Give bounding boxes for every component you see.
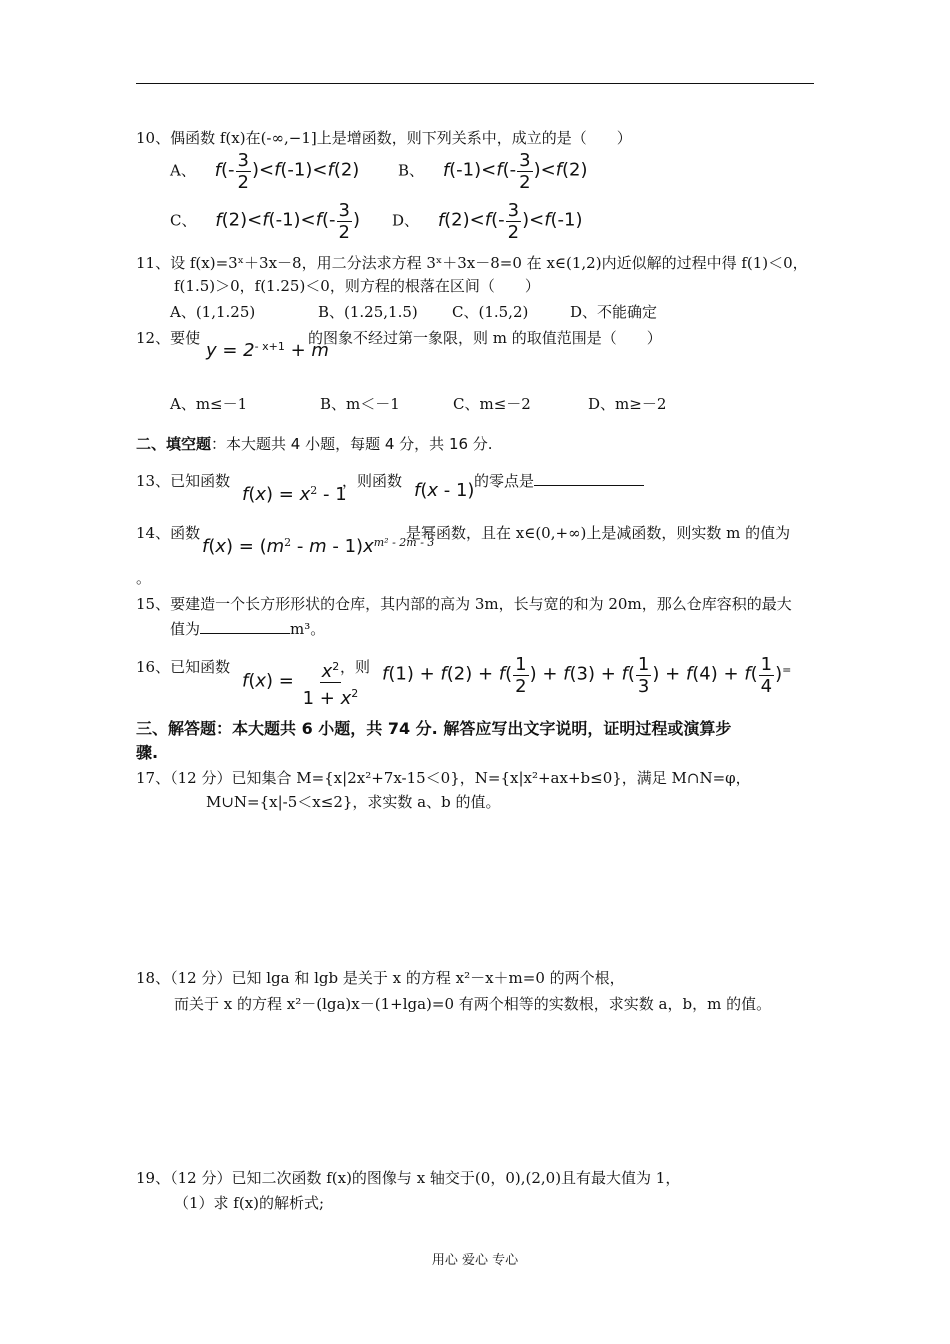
section3-heading-line2: 骤. bbox=[136, 743, 159, 762]
q13-prefix: 13、已知函数 bbox=[136, 472, 231, 490]
q14-prefix: 14、函数 bbox=[136, 524, 201, 542]
section2-heading: 二、填空题：本大题共 4 小题，每题 4 分，共 16 分. bbox=[136, 435, 493, 453]
header-rule bbox=[136, 83, 814, 84]
q11-line2: f(1.5)＞0，f(1.25)＜0，则方程的根落在区间（ ） bbox=[174, 277, 540, 295]
q13-formula-f: $f(x) = x^2 - 1$ bbox=[242, 484, 347, 505]
q10-option-d-label: D、 bbox=[392, 211, 420, 230]
q14-end: 。 bbox=[136, 569, 152, 587]
q12-option-d: D、m≥－2 bbox=[588, 395, 667, 413]
section3-heading-line1: 三、解答题：本大题共 6 小题，共 74 分. 解答应写出文字说明，证明过程或演算步 bbox=[136, 719, 732, 738]
q11-option-d: D、不能确定 bbox=[570, 303, 658, 321]
q12-prefix: 12、要使 bbox=[136, 329, 201, 347]
q15-line2: 值为 m³。 bbox=[170, 620, 326, 638]
q10-option-b: B、 f(-1)<f(- $\frac{3}{2}$ )<f(2) bbox=[398, 150, 588, 193]
q16-formula-f: f(x) = $\frac{x^2}{1 + x^2}$ bbox=[242, 656, 361, 709]
q10-option-b-label: B、 bbox=[398, 161, 425, 180]
q19-line1: 19、（12 分）已知二次函数 f(x)的图像与 x 轴交于(0，0),(2,0)且有最大值为 1， bbox=[136, 1169, 681, 1187]
q15-answer-blank bbox=[200, 633, 290, 634]
q10-option-a-label: A、 bbox=[170, 161, 196, 180]
q12-formula: $y = 2^{- x+1} + m$ bbox=[206, 340, 329, 361]
q13-mid: ，则函数 bbox=[342, 472, 403, 490]
q12-option-b: B、m＜－1 bbox=[320, 395, 400, 413]
page-footer: 用心 爱心 专心 bbox=[431, 1253, 519, 1268]
q16-prefix: 16、已知函数 bbox=[136, 658, 231, 676]
q13-answer-blank bbox=[534, 485, 644, 486]
q12-option-c: C、m≤－2 bbox=[453, 395, 531, 413]
q12-option-a: A、m≤－1 bbox=[170, 395, 248, 413]
q10-option-c-label: C、 bbox=[170, 211, 197, 230]
q11-option-c: C、(1.5,2) bbox=[452, 303, 529, 321]
q16-sum: f(1) + f(2) + f( $\frac{1}{2}$ ) + f(3) + f( $\frac{1}{3}$ ) + f(4) + f( $\frac{1}{4}$ )= bbox=[382, 654, 792, 697]
q16-mid: ，则 bbox=[340, 658, 371, 676]
q10-option-d: D、 f(2)<f(- $\frac{3}{2}$ )<f(-1) bbox=[392, 200, 583, 243]
q15-line1: 15、要建造一个长方形形状的仓库，其内部的高为 3m，长与宽的和为 20m，那么仓库容积的最大 bbox=[136, 595, 792, 613]
q11-line1: 11、设 f(x)=3ˣ＋3x－8，用二分法求方程 3ˣ＋3x－8=0 在 x∈(1,2)内近似解的过程中得 f(1)＜0， bbox=[136, 254, 808, 272]
q13-formula-g: f(x - 1) bbox=[414, 480, 475, 501]
q18-line2: 而关于 x 的方程 x²－(lga)x－(1+lga)=0 有两个相等的实数根，求实数 a，b，m 的值。 bbox=[174, 995, 772, 1013]
q10-stem: 10、偶函数 f(x)在(-∞,−1]上是增函数，则下列关系中，成立的是（ ） bbox=[136, 129, 632, 147]
q17-line2: M∪N={x|-5＜x≤2}，求实数 a、b 的值。 bbox=[206, 793, 501, 811]
q13-suffix: 的零点是 bbox=[474, 471, 644, 491]
q17-line1: 17、（12 分）已知集合 M={x|2x²+7x-15＜0}，N={x|x²+ax+b≤0}，满足 M∩N=φ， bbox=[136, 769, 751, 787]
q14-formula: $f(x) = (m^2 - m - 1)x^{m^2 - 2m - 3}$ bbox=[202, 536, 435, 557]
q19-line2: （1）求 f(x)的解析式; bbox=[174, 1194, 325, 1212]
q10-option-a: A、 f(- $\frac{3}{2}$ )<f(-1)<f(2) bbox=[170, 150, 360, 193]
q14-suffix: 是幂函数，且在 x∈(0,+∞)上是减函数，则实数 m 的值为 bbox=[406, 524, 791, 542]
q12-suffix: 的图象不经过第一象限，则 m 的取值范围是（ ） bbox=[308, 329, 662, 347]
q18-line1: 18、（12 分）已知 lga 和 lgb 是关于 x 的方程 x²－x＋m=0 的两个根， bbox=[136, 969, 625, 987]
q11-option-b: B、(1.25,1.5) bbox=[318, 303, 418, 321]
q10-option-c: C、 f(2)<f(-1)<f(- $\frac{3}{2}$ ) bbox=[170, 200, 360, 243]
q11-option-a: A、(1,1.25) bbox=[170, 303, 256, 321]
